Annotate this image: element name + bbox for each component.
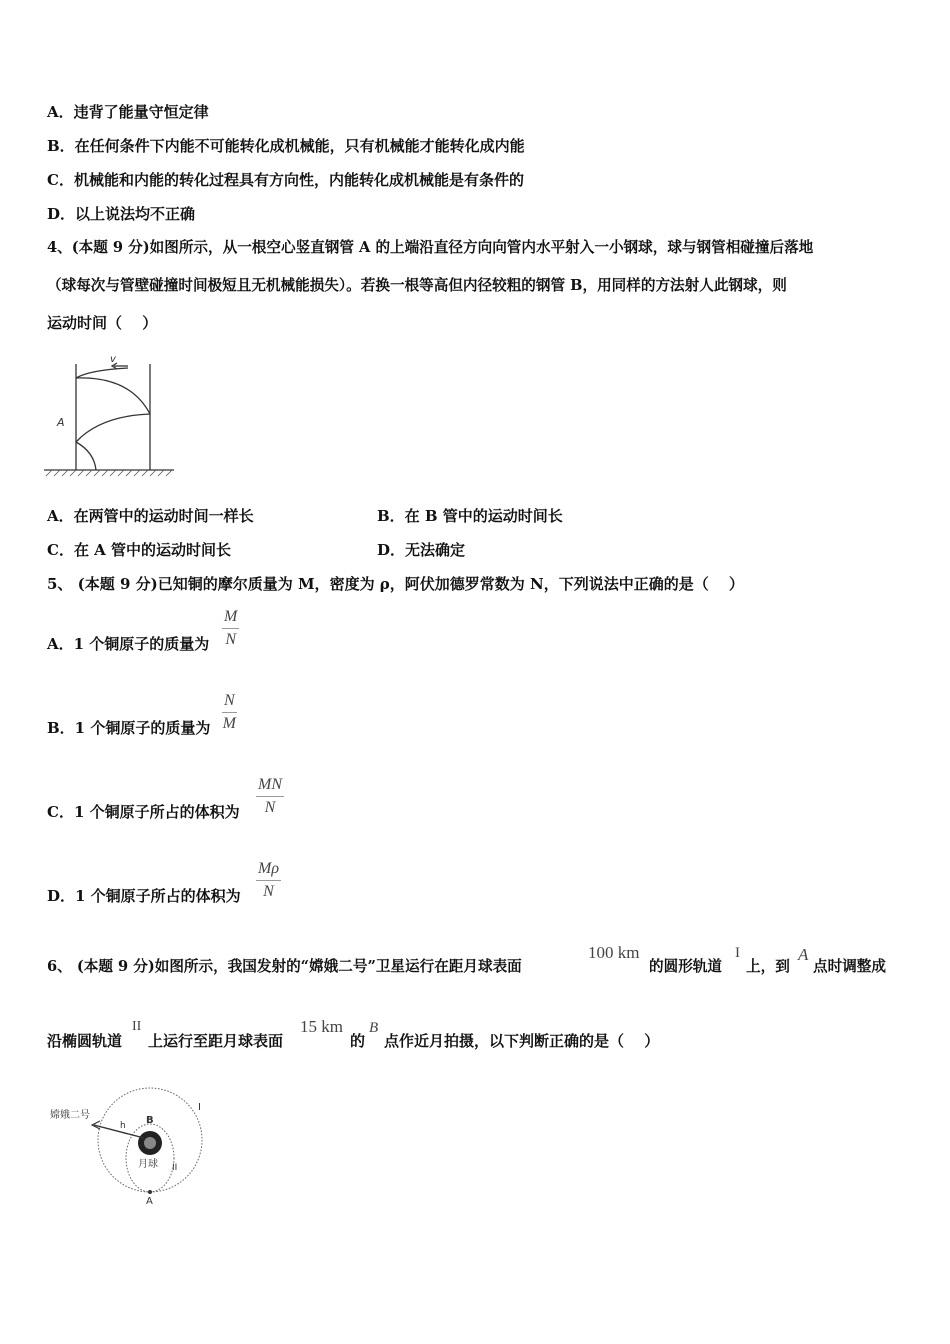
q5-option-d: D．1 个铜原子所占的体积为 xyxy=(47,887,241,905)
q5-fraction-a xyxy=(222,606,239,651)
q6-stem-line2-part4: 点作近月拍摄，以下判断正确的是（ ） xyxy=(384,1032,660,1050)
q5-fraction-c xyxy=(256,774,284,819)
q6-label-satellite: 嫦娥二号 xyxy=(50,1110,90,1121)
q4-stem-line1: 4、(本题 9 分)如图所示，从一根空心竖直钢管 A 的上端沿直径方向向管内水平射入一小钢球，球与钢管相碰撞后落地 xyxy=(47,239,814,256)
q6-label-orbit-i: I xyxy=(198,1102,201,1113)
q5-fraction-d-den: N xyxy=(263,883,274,900)
q6-stem-line1-part2: 的圆形轨道 xyxy=(649,958,722,975)
q4-ground-hatch xyxy=(46,470,172,476)
q6-orbit-figure xyxy=(48,1080,220,1208)
q5-stem: 5、 (本题 9 分)已知铜的摩尔质量为 M，密度为 ρ，阿伏加德罗常数为 N，下列说法中正确的是（ ） xyxy=(47,575,744,593)
q5-fraction-c-den: N xyxy=(264,799,276,816)
q4-stem-line2: （球每次与管壁碰撞时间极短且无机械能损失）。若换一根等高但内径较粗的钢管 B，用同样的方法射人此钢球，则 xyxy=(47,277,787,294)
q4-option-b: B．在 B 管中的运动时间长 xyxy=(377,507,563,525)
q6-label-b: B xyxy=(146,1115,154,1126)
q4-label-v: v xyxy=(110,354,116,365)
q5-option-b: B．1 个铜原子的质量为 xyxy=(47,719,211,737)
q5-fraction-c-num: MN xyxy=(256,774,284,797)
q4-tube-figure xyxy=(40,350,180,482)
q6-label-h: h xyxy=(120,1121,126,1131)
q5-fraction-b-den: M xyxy=(222,715,236,732)
q6-pointer-line xyxy=(94,1125,144,1138)
q5-fraction-d xyxy=(256,858,281,903)
q6-stem-line2-part1: 沿椭圆轨道 xyxy=(47,1032,123,1050)
q3-option-a: A．违背了能量守恒定律 xyxy=(47,103,209,121)
q6-stem-line2-part3: 的 xyxy=(350,1032,366,1050)
q4-option-d: D．无法确定 xyxy=(377,541,466,559)
q6-label-a: A xyxy=(146,1196,153,1207)
q3-option-b: B．在任何条件下内能不可能转化成机械能，只有机械能才能转化成内能 xyxy=(47,137,525,155)
q5-option-c: C．1 个铜原子所占的体积为 xyxy=(47,803,240,821)
q5-option-a: A．1 个铜原子的质量为 xyxy=(47,635,210,653)
q6-stem-line1-part4: 点时调整成 xyxy=(813,958,886,975)
q4-option-c: C．在 A 管中的运动时间长 xyxy=(47,541,232,559)
q4-trajectory-4 xyxy=(76,442,96,470)
q6-point-b: B xyxy=(369,1020,379,1036)
q4-label-a: A xyxy=(57,416,65,429)
q4-stem-line3: 运动时间（ ） xyxy=(47,314,158,332)
q4-trajectory-3 xyxy=(76,414,150,442)
q6-point-a: A xyxy=(798,945,809,964)
q6-label-moon: 月球 xyxy=(138,1159,158,1170)
q4-option-a: A．在两管中的运动时间一样长 xyxy=(47,507,254,525)
q3-option-c: C．机械能和内能的转化过程具有方向性，内能转化成机械能是有条件的 xyxy=(47,171,524,189)
q5-fraction-a-num: M xyxy=(222,606,239,629)
q4-trajectory-1 xyxy=(76,368,128,378)
q6-stem-line1-part1: 6、 (本题 9 分)如图所示，我国发射的“嫦娥二号”卫星运行在距月球表面 xyxy=(47,958,522,975)
q6-label-orbit-ii: II xyxy=(172,1163,178,1173)
q6-stem-line2-part2: 上运行至距月球表面 xyxy=(148,1032,284,1050)
q5-fraction-a-den: N xyxy=(225,631,236,648)
q5-fraction-b xyxy=(222,690,237,735)
q6-height-100km: 100 km xyxy=(588,943,640,962)
q3-option-d: D．以上说法均不正确 xyxy=(47,205,196,223)
q5-fraction-d-num: Mρ xyxy=(256,858,281,881)
q4-trajectory-2 xyxy=(76,378,150,414)
q6-height-15km: 15 km xyxy=(300,1017,343,1036)
q6-orbit-i: I xyxy=(735,945,740,961)
q6-stem-line1-part3: 上，到 xyxy=(746,958,790,975)
q5-fraction-b-num: N xyxy=(222,690,237,713)
q6-orbit-ii: II xyxy=(132,1019,142,1034)
